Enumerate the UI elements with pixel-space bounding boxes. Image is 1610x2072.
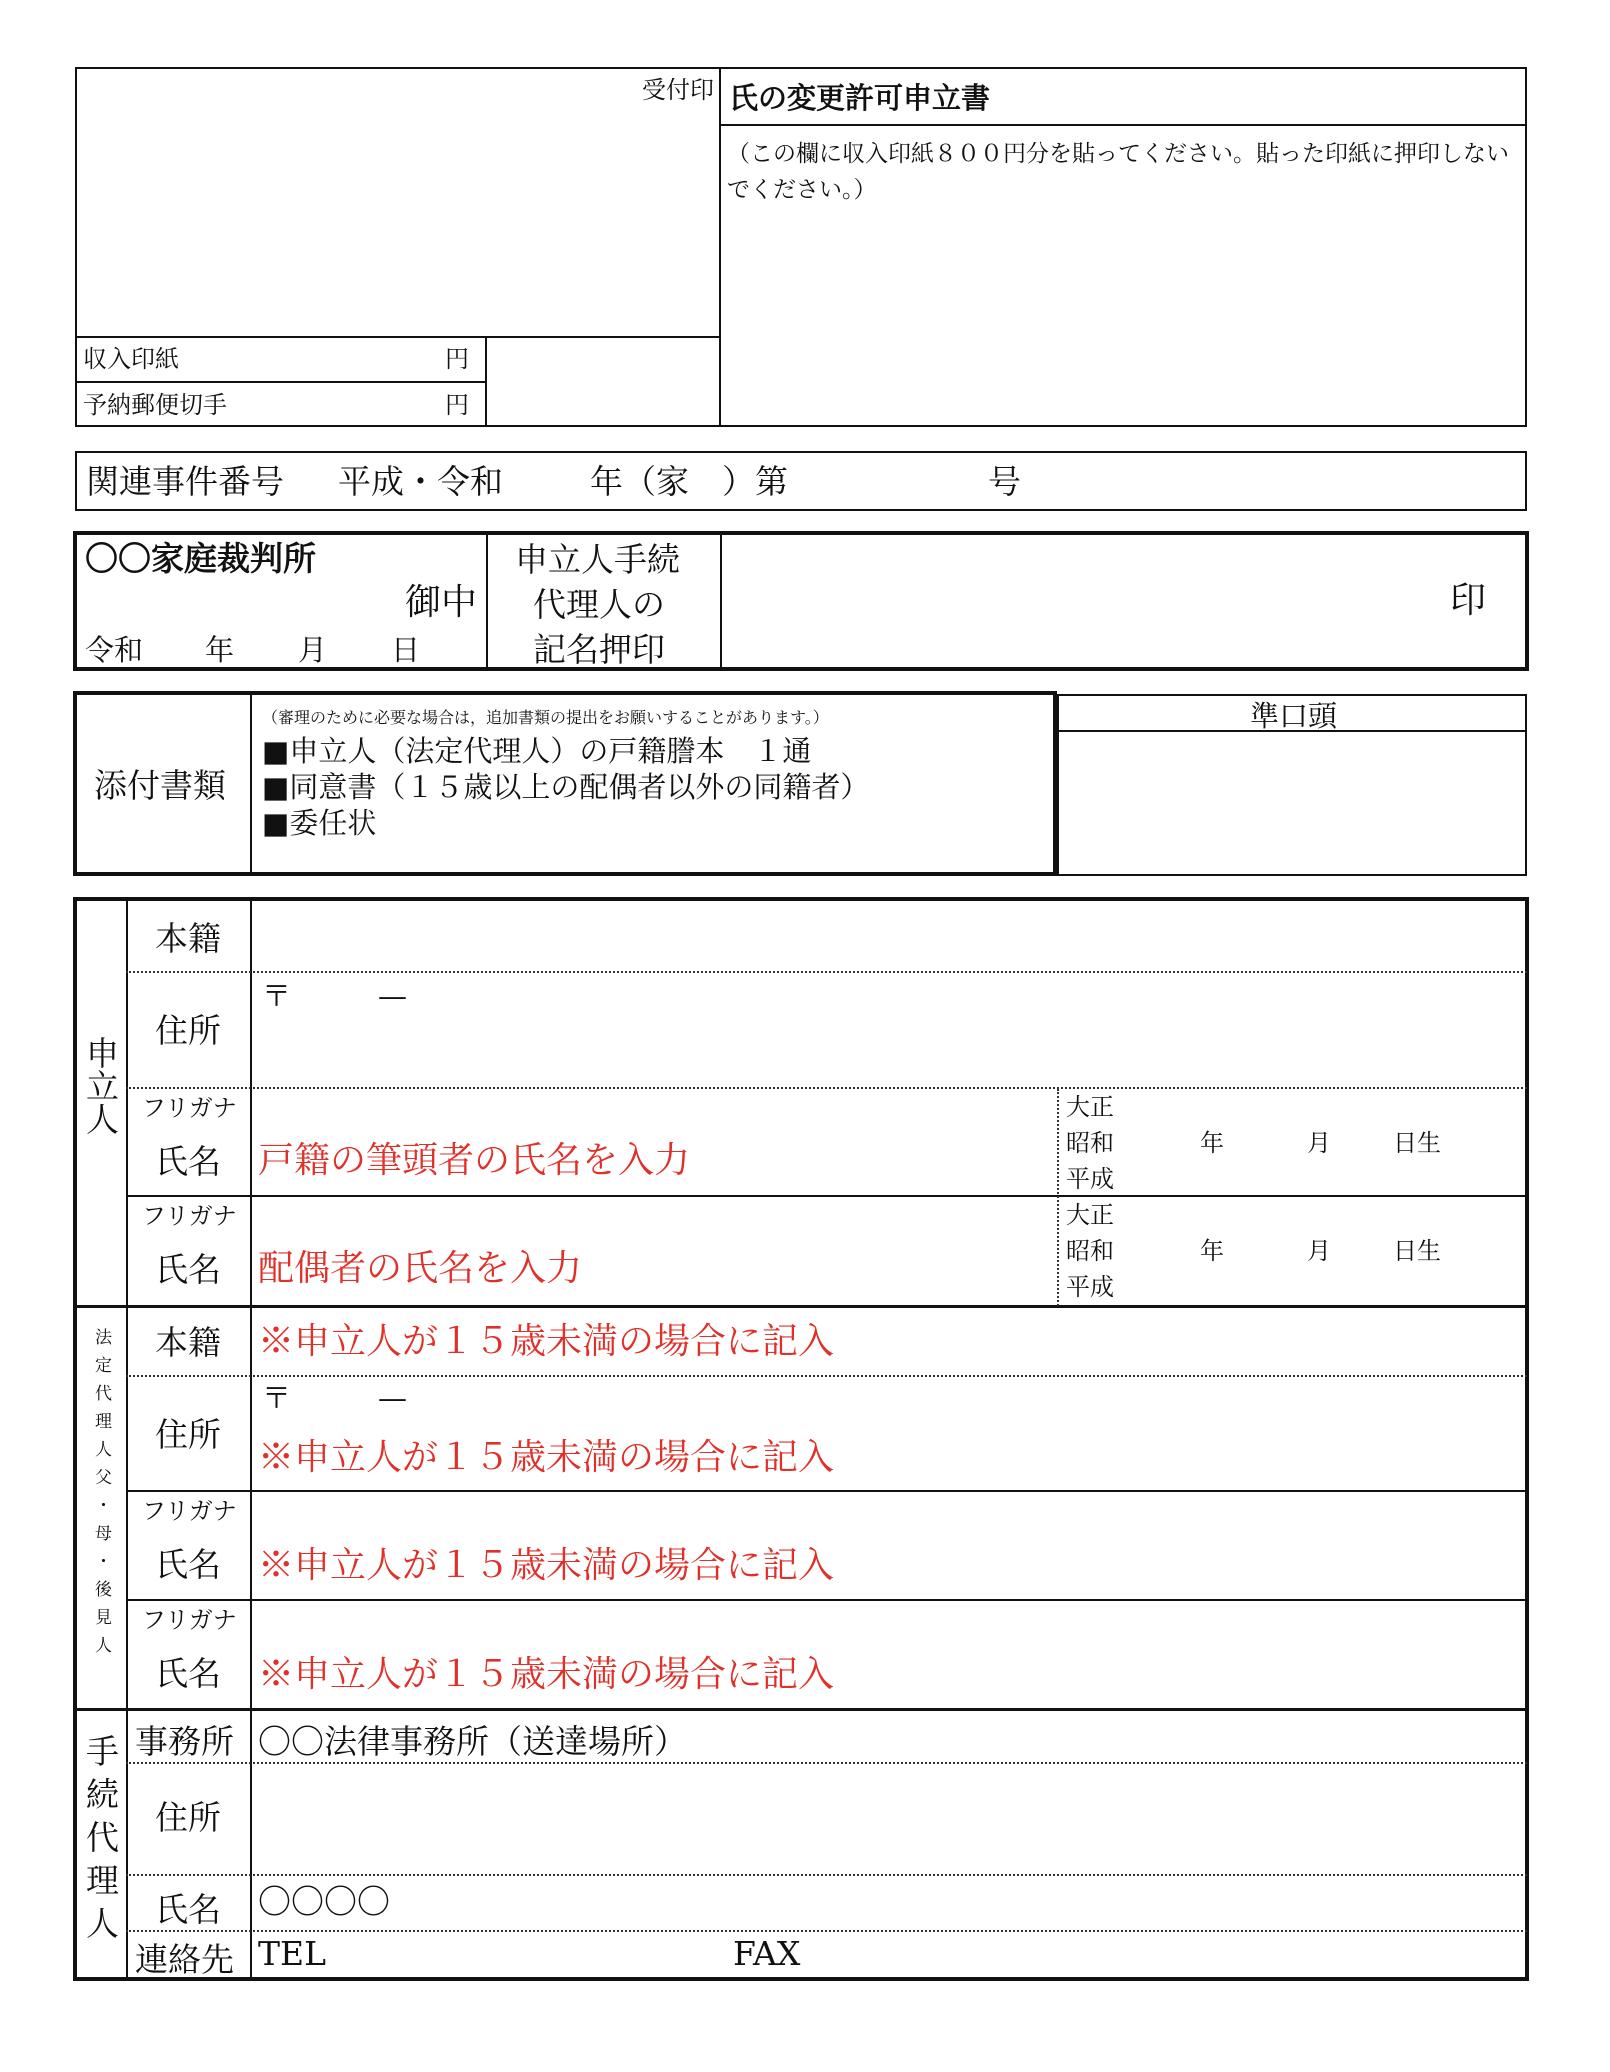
era-heisei-1: 平成	[1066, 1165, 1114, 1193]
legal-rep-name-note-2: ※申立人が１５歳未満の場合に記入	[258, 1654, 835, 1695]
birth-year-2: 年	[1200, 1237, 1224, 1265]
era-showa-1: 昭和	[1066, 1129, 1114, 1157]
attachment-item-3: ■委任状	[262, 806, 377, 840]
agent-seal-label-3: 記名押印	[533, 630, 665, 669]
agent-address-label: 住所	[155, 1798, 221, 1837]
applicant-name-2[interactable]: 配偶者の氏名を入力	[258, 1248, 583, 1289]
birth-month-1: 月	[1307, 1129, 1331, 1157]
legal-rep-honseki-label: 本籍	[155, 1323, 221, 1362]
furigana-label: フリガナ	[142, 1094, 237, 1122]
applicant-address-label: 住所	[155, 1011, 221, 1050]
revenue-stamp-label: 収入印紙	[83, 345, 179, 373]
agent-section-label: 手続代理人	[81, 1734, 120, 1949]
receipt-stamp-label: 受付印	[642, 76, 714, 104]
legal-rep-furigana-2: フリガナ	[142, 1606, 237, 1634]
agent-seal-label-1: 申立人手続	[515, 540, 680, 579]
header-block	[75, 67, 1527, 427]
title-underline	[719, 124, 1527, 126]
legal-rep-honseki-note: ※申立人が１５歳未満の場合に記入	[258, 1321, 835, 1362]
revenue-stamp-yen: 円	[445, 345, 469, 373]
date-month: 月	[298, 633, 328, 667]
related-case-box	[75, 451, 1527, 511]
agent-name-label: 氏名	[155, 1890, 221, 1929]
birth-day-1: 日生	[1393, 1129, 1441, 1157]
legal-rep-address-label: 住所	[155, 1415, 221, 1454]
agent-fax-label: FAX	[733, 1934, 801, 1973]
seal-mark: 印	[1450, 580, 1487, 621]
applicant-section-label: 申立人	[81, 1036, 120, 1135]
attachments-note: （審理のために必要な場合は，追加書類の提出をお願いすることがあります。）	[262, 708, 829, 727]
birth-year-1: 年	[1200, 1129, 1224, 1157]
attachments-label: 添付書類	[94, 766, 226, 805]
legal-rep-name-label-1: 氏名	[155, 1545, 221, 1584]
era-taisho-2: 大正	[1066, 1201, 1114, 1229]
agent-contact-label: 連絡先	[135, 1940, 234, 1979]
date-year: 年	[205, 633, 235, 667]
era-heisei-2: 平成	[1066, 1273, 1114, 1301]
date-day: 日	[391, 633, 421, 667]
related-case-label: 関連事件番号	[86, 462, 284, 501]
legal-rep-address-note: ※申立人が１５歳未満の場合に記入	[258, 1437, 835, 1478]
court-addressee: 御中	[405, 582, 478, 623]
postage-label: 予納郵便切手	[83, 391, 227, 419]
oral-label: 準口頭	[1250, 699, 1338, 733]
applicant-name-label-1: 氏名	[155, 1142, 221, 1181]
applicant-postal: 〒 —	[262, 979, 408, 1013]
agent-seal-label-2: 代理人の	[533, 585, 665, 624]
applicant-name-1[interactable]: 戸籍の筆頭者の氏名を入力	[258, 1140, 691, 1181]
attachment-item-2: ■同意書（１５歳以上の配偶者以外の同籍者）	[262, 770, 870, 804]
court-name: 〇〇家庭裁判所	[85, 539, 316, 578]
related-case-year: 年（家 ）第	[590, 462, 788, 501]
related-case-era: 平成・令和	[338, 462, 503, 501]
agent-office-label: 事務所	[135, 1722, 234, 1761]
agent-tel-label: TEL	[258, 1934, 327, 1973]
legal-rep-section-label: 法定代理人父・母・後見人	[91, 1328, 111, 1664]
agent-name-value[interactable]: 〇〇〇〇	[258, 1882, 390, 1921]
legal-rep-name-note-1: ※申立人が１５歳未満の場合に記入	[258, 1545, 835, 1586]
postage-yen: 円	[445, 391, 469, 419]
stamp-instruction: （この欄に収入印紙８００円分を貼ってください。貼った印紙に押印しないでください。）	[727, 141, 1509, 203]
agent-office-value[interactable]: 〇〇法律事務所（送達場所）	[258, 1722, 687, 1761]
applicant-name-label-2: 氏名	[155, 1250, 221, 1289]
date-era: 令和	[85, 633, 144, 667]
legal-rep-name-label-2: 氏名	[155, 1654, 221, 1693]
era-showa-2: 昭和	[1066, 1237, 1114, 1265]
furigana-label-2: フリガナ	[142, 1202, 237, 1230]
legal-rep-postal: 〒 —	[262, 1381, 408, 1415]
era-taisho-1: 大正	[1066, 1093, 1114, 1121]
applicant-honseki-label: 本籍	[155, 919, 221, 958]
legal-rep-furigana-1: フリガナ	[142, 1497, 237, 1525]
birth-day-2: 日生	[1393, 1237, 1441, 1265]
form-title: 氏の変更許可申立書	[729, 81, 991, 115]
header-divider	[719, 67, 721, 427]
attachment-item-1: ■申立人（法定代理人）の戸籍謄本 １通	[262, 734, 812, 768]
birth-month-2: 月	[1307, 1237, 1331, 1265]
related-case-number-suffix: 号	[988, 462, 1021, 501]
